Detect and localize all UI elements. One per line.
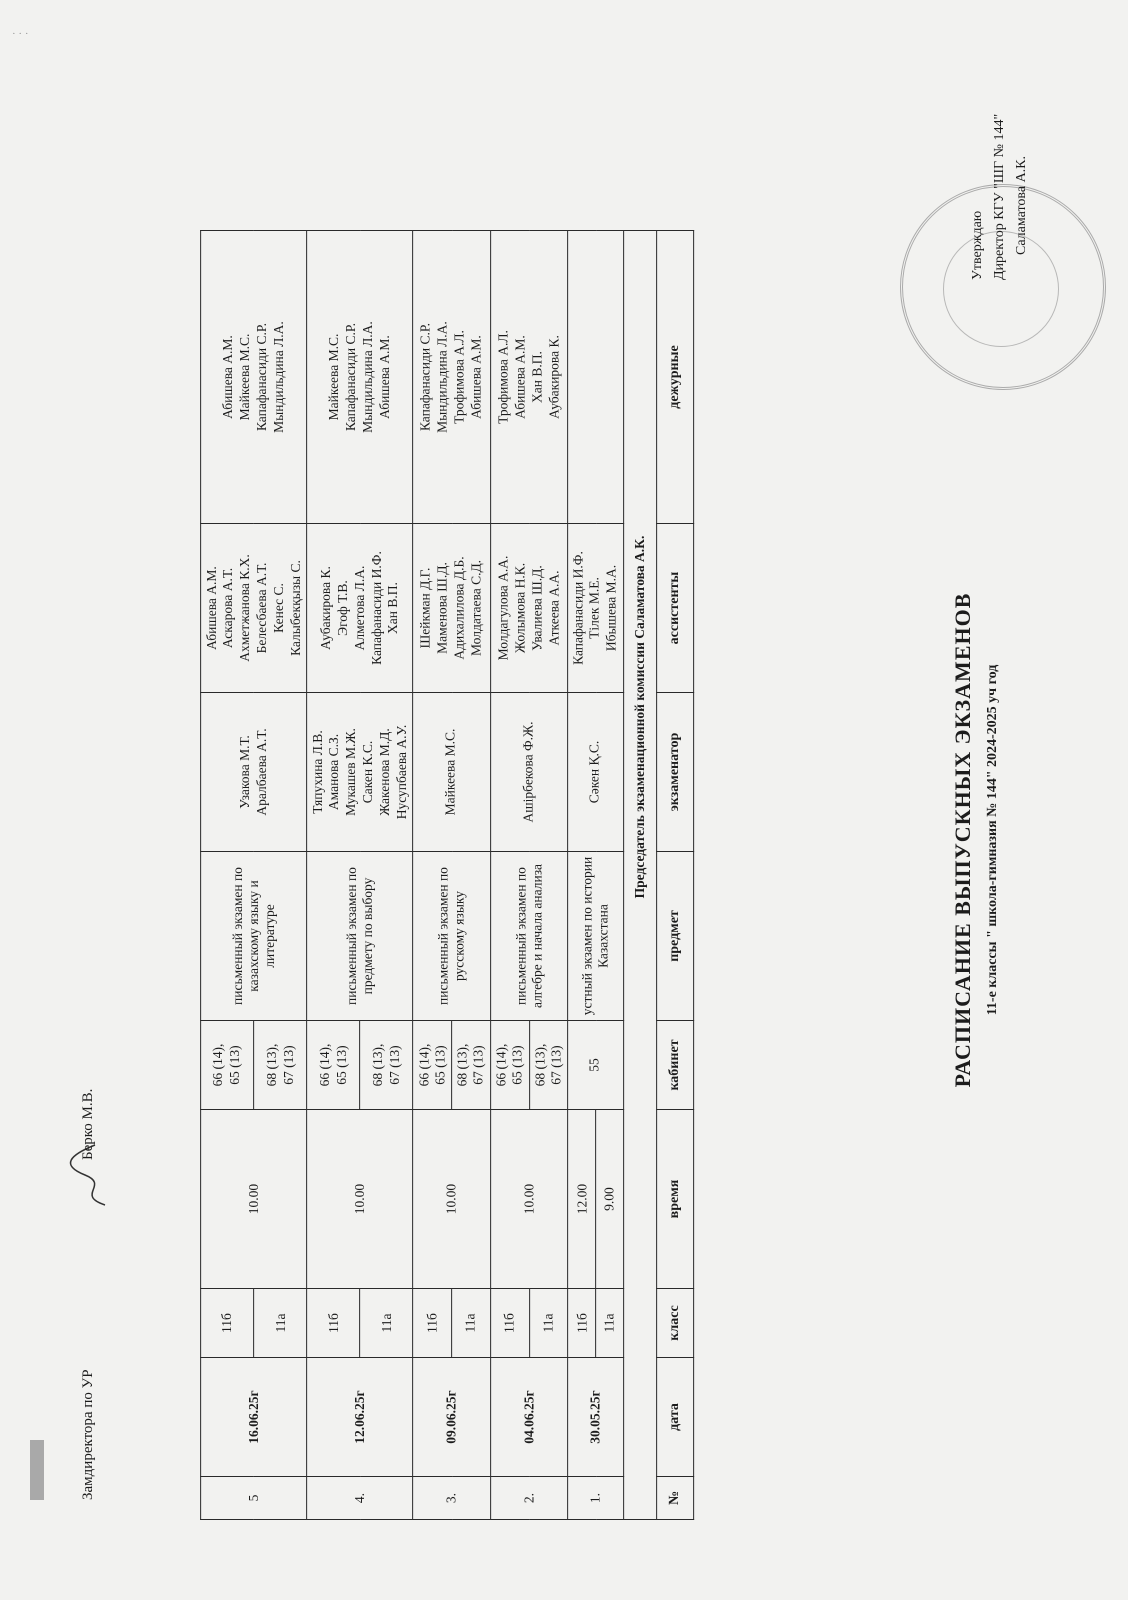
table-row [360, 231, 413, 1520]
table-row [452, 231, 491, 1520]
approval-line-3: Саламатова А.К. [1014, 155, 1029, 255]
header-subject: предмет [657, 852, 694, 1021]
row-subject-cell: письменный экзамен по предмету по выбору [307, 852, 413, 1021]
row-num-cell: 4. [307, 1477, 413, 1520]
row-time-cell: 10.00 [201, 1110, 307, 1289]
footer-name: Берко М.В. [80, 1088, 96, 1160]
row-room-cell: 68 (13), 67 (13) [254, 1021, 307, 1110]
header-num: № [657, 1477, 694, 1520]
approval-stamp [900, 113, 1128, 430]
scan-edge-mark [30, 1440, 44, 1500]
row-time-cell: 10.00 [413, 1110, 491, 1289]
row-date-cell: 30.05.25г [568, 1358, 624, 1477]
row-examiner-cell: Сәкен Қ.С. [568, 693, 624, 852]
row-time-cell: 10.00 [307, 1110, 413, 1289]
row-class-cell: 11б [413, 1289, 452, 1358]
row-class-cell: 11а [596, 1289, 624, 1358]
footer-role: Замдиректора по УР [80, 1369, 96, 1500]
row-examiner-cell: Тяпухина Л.В. Аманова С.З. Мукашев М.Ж. Сакен К.С. Жакенова М.Д. Нусупбаева А.У. [307, 693, 413, 852]
row-subject-cell: письменный экзамен по алгебре и начала анализа [491, 852, 569, 1021]
row-duty-cell [568, 231, 624, 524]
row-date-cell: 16.06.25г [201, 1358, 307, 1477]
row-duty-cell: Капафанасиди С.Р. Мындильдина Л.А. Трофимова А.Л. Абишева А.М. [413, 231, 491, 524]
row-examiner-cell: Майкеева М.С. [413, 693, 491, 852]
table-row [254, 231, 307, 1520]
header-class: класс [657, 1289, 694, 1358]
header-examiner: экзаменатор [657, 693, 694, 852]
row-room-cell: 55 [568, 1021, 624, 1110]
row-examiner-cell: Ашірбекова Ф.Ж. [491, 693, 569, 852]
row-class-cell: 11а [360, 1289, 413, 1358]
row-room-cell: 68 (13), 67 (13) [452, 1021, 491, 1110]
row-room-cell: 68 (13), 67 (13) [360, 1021, 413, 1110]
row-room-cell: 68 (13), 67 (13) [529, 1021, 568, 1110]
document-subtitle: 11-е классы " школа-гимназия № 144" 2024-2025 уч год [985, 664, 1000, 1016]
row-room-cell: 66 (14), 65 (13) [491, 1021, 530, 1110]
row-time-cell: 9.00 [596, 1110, 624, 1289]
row-subject-cell: письменный экзамен по русскому языку [413, 852, 491, 1021]
row-room-cell: 66 (14), 65 (13) [307, 1021, 360, 1110]
exam-schedule-table [200, 230, 694, 1520]
row-date-cell: 09.06.25г [413, 1358, 491, 1477]
rotated-document [60, 113, 1128, 1540]
row-num-cell: 5 [201, 1477, 307, 1520]
row-duty-cell: Майкеева М.С. Капафанасиди С.Р. Мындильдина Л.А. Абишева А.М. [307, 231, 413, 524]
row-class-cell: 11б [307, 1289, 360, 1358]
header-date: дата [657, 1358, 694, 1477]
row-date-cell: 12.06.25г [307, 1358, 413, 1477]
table-row [596, 231, 624, 1520]
row-duty-cell: Абишева А.М. Майкеева М.С. Капафанасиди С.Р. Мындильдина Л.А. [201, 231, 307, 524]
row-class-cell: 11б [201, 1289, 254, 1358]
row-date-cell: 04.06.25г [491, 1358, 569, 1477]
row-examiner-cell: Узакова М.Т. Аралбаева А.Т. [201, 693, 307, 852]
table-header-row [657, 231, 694, 1520]
row-class-cell: 11а [254, 1289, 307, 1358]
chair-cell: Председатель экзаменационной комиссии Саламатова А.К. [624, 231, 657, 1520]
header-assistants: ассистенты [657, 524, 694, 693]
row-subject-cell: письменный экзамен по казахскому языку и литературе [201, 852, 307, 1021]
header-duty: дежурные [657, 231, 694, 524]
row-time-cell: 12.00 [568, 1110, 596, 1289]
row-room-cell: 66 (14), 65 (13) [201, 1021, 254, 1110]
row-class-cell: 11а [529, 1289, 568, 1358]
chair-row [624, 231, 657, 1520]
approval-line-1: Утверждаю [970, 210, 985, 280]
row-room-cell: 66 (14), 65 (13) [413, 1021, 452, 1110]
row-subject-cell: устный экзамен по истории Казахстана [568, 852, 624, 1021]
row-assistants-cell: Молдагулова А.А. Жолымова Н.К. Увалиева Ш.Д. Аткеева А.А. [491, 524, 569, 693]
row-assistants-cell: Шейкман Д.Г. Маменова Ш.Д. Адихалилова Д.Б. Молдатаева С.Д. [413, 524, 491, 693]
row-assistants-cell: Абишева А.М. Аскарова А.Т. Ахметжанова К.Х. Белесбаева А.Т. Кенес С. Калыбекқызы С. [201, 524, 307, 693]
approval-line-2: Директор КГУ "ШГ № 144" [992, 113, 1007, 280]
row-num-cell: 2. [491, 1477, 569, 1520]
row-class-cell: 11а [452, 1289, 491, 1358]
scan-corner-mark: · · · [12, 28, 29, 40]
table-row [529, 231, 568, 1520]
row-time-cell: 10.00 [491, 1110, 569, 1289]
row-assistants-cell: Аубакирова К. Эгоф Т.В. Алметова Л.А. Капафанасиди И.Ф. Хан В.П. [307, 524, 413, 693]
row-duty-cell: Трофимова А.Л. Абишева А.М. Хан В.П. Аубакирова К. [491, 231, 569, 524]
row-class-cell: 11б [568, 1289, 596, 1358]
row-class-cell: 11б [491, 1289, 530, 1358]
document-title: РАСПИСАНИЕ ВЫПУСКНЫХ ЭКЗАМЕНОВ [950, 592, 975, 1088]
row-assistants-cell: Капафанасиди И.Ф. Тілек М.Е. Ибышева М.А. [568, 524, 624, 693]
row-num-cell: 3. [413, 1477, 491, 1520]
row-num-cell: 1. [568, 1477, 624, 1520]
header-time: время [657, 1110, 694, 1289]
header-room: кабинет [657, 1021, 694, 1110]
